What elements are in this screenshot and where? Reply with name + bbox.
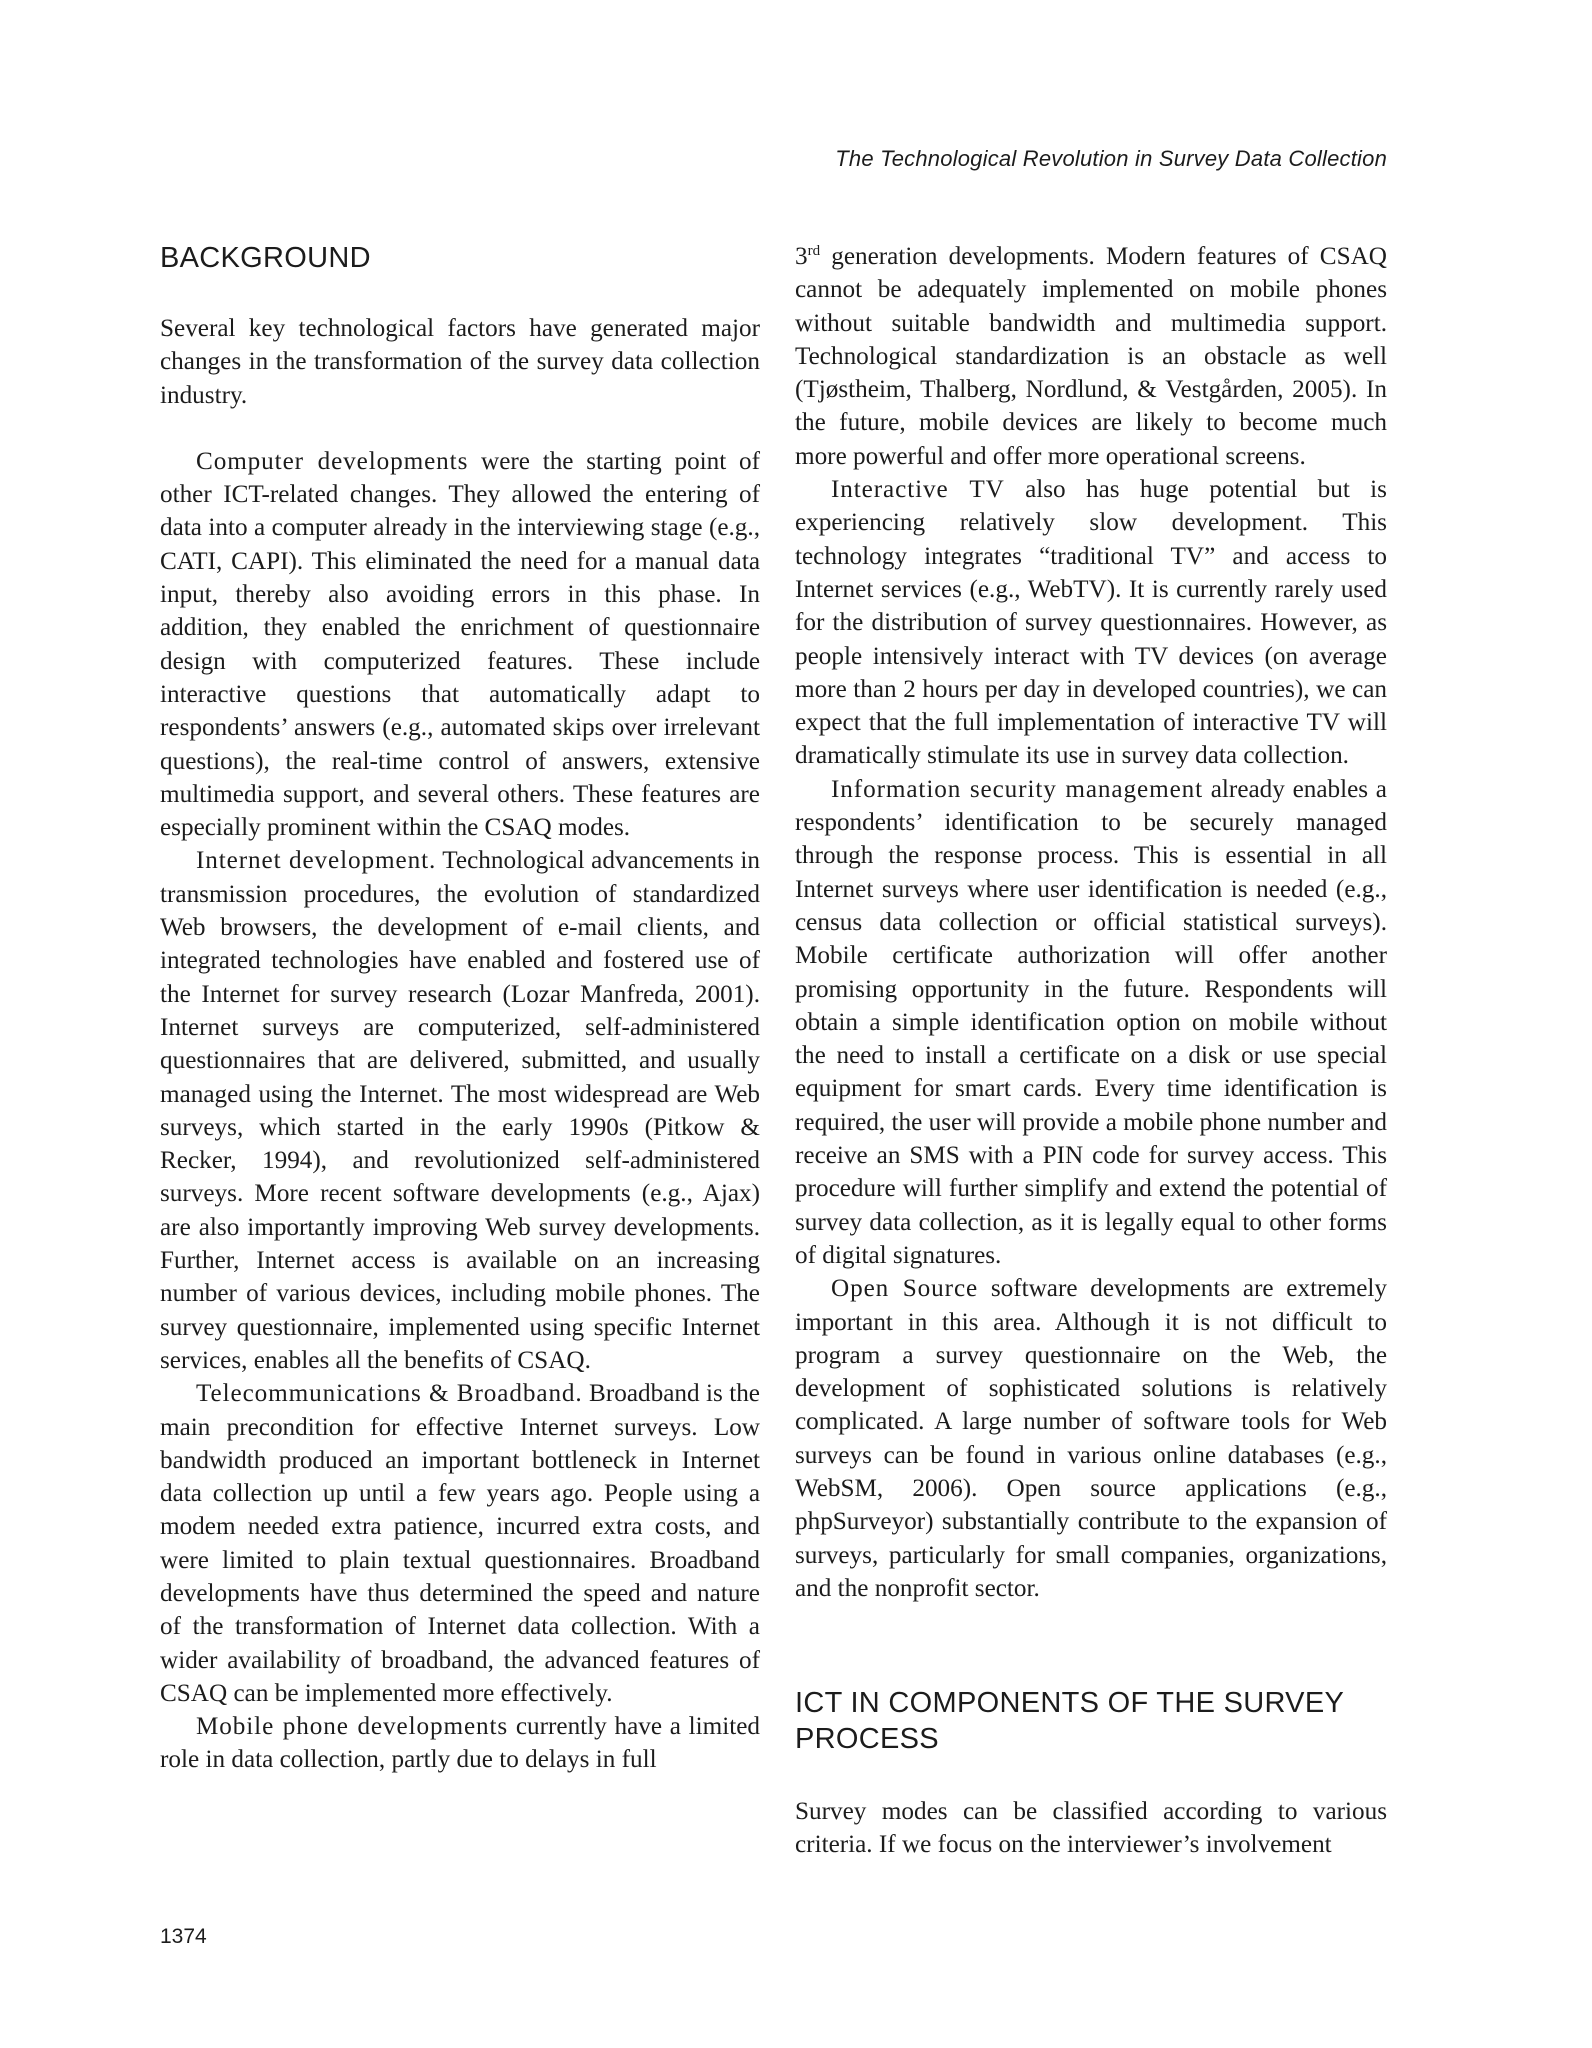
paragraph-telecommunications bbox=[160, 1377, 760, 1710]
paragraph-text: Broadband is the main precondition for effective Internet surveys. Low bandwidth produced an important bottleneck in Internet data collection up until a few years ago. People using a modem needed extra patience, incurred extra costs, and were limited to plain textual questionnaires. Broadband developments have thus determined the speed and nature of the transformation of Internet data collection. With a wider availability of broadband, the advanced features of CSAQ can be implemented more effectively. bbox=[160, 1380, 760, 1707]
paragraph-interactive-tv bbox=[795, 473, 1387, 773]
paragraph-open-source bbox=[795, 1272, 1387, 1605]
paragraph-text: currently have a limited role in data collection, partly due to delays in full bbox=[160, 1713, 760, 1774]
paragraph-computer-developments bbox=[160, 445, 760, 845]
paragraph-text: were the starting point of other ICT-related changes. They allowed the entering of data into a computer already in the interviewing stage (e.g., CATI, CAPI). This eliminated the need for a manual data input, thereby also avoiding errors in this phase. In addition, they enabled the enrichment of questionnaire design with computerized features. These include interactive questions that automatically adapt to respondents’ answers (e.g., automated skips over irrelevant questions), the real-time control of answers, extensive multimedia support, and several others. These features are especially prominent within the CSAQ modes. bbox=[160, 447, 760, 842]
page-number: 1374 bbox=[160, 1925, 207, 1948]
paragraph-mobile-continued bbox=[795, 240, 1387, 473]
lead-in-security: Information security management bbox=[831, 775, 1204, 803]
ordinal-suffix: rd bbox=[807, 243, 821, 259]
paragraph-text: already enables a respondents’ identification to be securely managed through the response process. This is essential in all Internet surveys where user identification is needed (e.g., census data collection or official statistical surveys). Mobile certificate authorization will offer another promising opportunity in the future. Respondents will obtain a simple identification option on mobile without the need to install a certificate on a disk or use special equipment for smart cards. Every time identification is required, the user will provide a mobile phone number and receive an SMS with a PIN code for survey access. This procedure will further simplify and extend the potential of survey data collection, as it is legally equal to other forms of digital signatures. bbox=[795, 775, 1387, 1269]
paragraph-text: Technological advancements in transmission procedures, the evolution of standardized Web browsers, the development of e-mail clients, and integrated technologies have enabled and fostered use of the Internet for survey research (Lozar Manfreda, 2001). Internet surveys are computerized, self-administered questionnaires that are delivered, submitted, and usually managed using the Internet. The most widespread are Web surveys, which started in the early 1990s (Pitkow & Recker, 1994), and revolutionized self-administered surveys. More recent software developments (e.g., Ajax) are also importantly improving Web survey developments. Further, Internet access is available on an increasing number of various devices, including mobile phones. The survey questionnaire, implemented using specific Internet services, enables all the benefits of CSAQ. bbox=[160, 847, 761, 1374]
lead-in-internet: Internet development. bbox=[196, 847, 437, 875]
paragraph-intro: Several key technological factors have generated major changes in the transformation of the survey data collection industry. bbox=[160, 315, 760, 409]
paragraph-survey-modes: Survey modes can be classified according to various criteria. If we focus on the interviewer’s involvement bbox=[795, 1798, 1387, 1859]
paragraph-text: software developments are extremely important in this area. Although it is not difficult to program a survey questionnaire on the Web, the development of sophisticated solutions is relatively complicated. A large number of software tools for Web surveys can be found in various online databases (e.g., WebSM, 2006). Open source applications (e.g., phpSurveyor) substantially contribute to the expansion of surveys, particularly for small companies, organizations, and the nonprofit sector. bbox=[795, 1275, 1387, 1602]
paragraph-security bbox=[795, 773, 1387, 1272]
section-heading-background: BACKGROUND bbox=[160, 242, 371, 274]
lead-in-telecom: Telecommunications & Broadband. bbox=[196, 1380, 583, 1408]
lead-in-open-source: Open Source bbox=[831, 1275, 979, 1303]
paragraph-internet-development bbox=[160, 844, 760, 1377]
section-heading-ict: ICT IN COMPONENTS OF THE SURVEY PROCESS bbox=[795, 1687, 1344, 1756]
ordinal-number: 3 bbox=[795, 243, 808, 270]
lead-in-computer: Computer developments bbox=[196, 447, 469, 475]
lead-in-mobile: Mobile phone developments bbox=[196, 1713, 509, 1741]
running-head: The Technological Revolution in Survey Data Collection bbox=[835, 146, 1387, 171]
paragraph-mobile-phone bbox=[160, 1710, 760, 1777]
paragraph-text: generation developments. Modern features of CSAQ cannot be adequately implemented on mobile phones without suitable bandwidth and multimedia support. Technological standardization is an obstacle as well (Tjøstheim, Thalberg, Nordlund, & Vestgården, 2005). In the future, mobile devices are likely to become much more powerful and offer more operational screens. bbox=[795, 243, 1387, 470]
right-column bbox=[795, 240, 1387, 1862]
lead-in-tv: Interactive TV bbox=[831, 476, 1005, 504]
paragraph-text: also has huge potential but is experiencing relatively slow development. This technology integrates “traditional TV” and access to Internet services (e.g., WebTV). It is currently rarely used for the distribution of survey questionnaires. However, as people intensively interact with TV devices (on average more than 2 hours per day in developed countries), we can expect that the full implementation of interactive TV will dramatically stimulate its use in survey data collection. bbox=[795, 476, 1387, 770]
left-column bbox=[160, 240, 760, 1777]
